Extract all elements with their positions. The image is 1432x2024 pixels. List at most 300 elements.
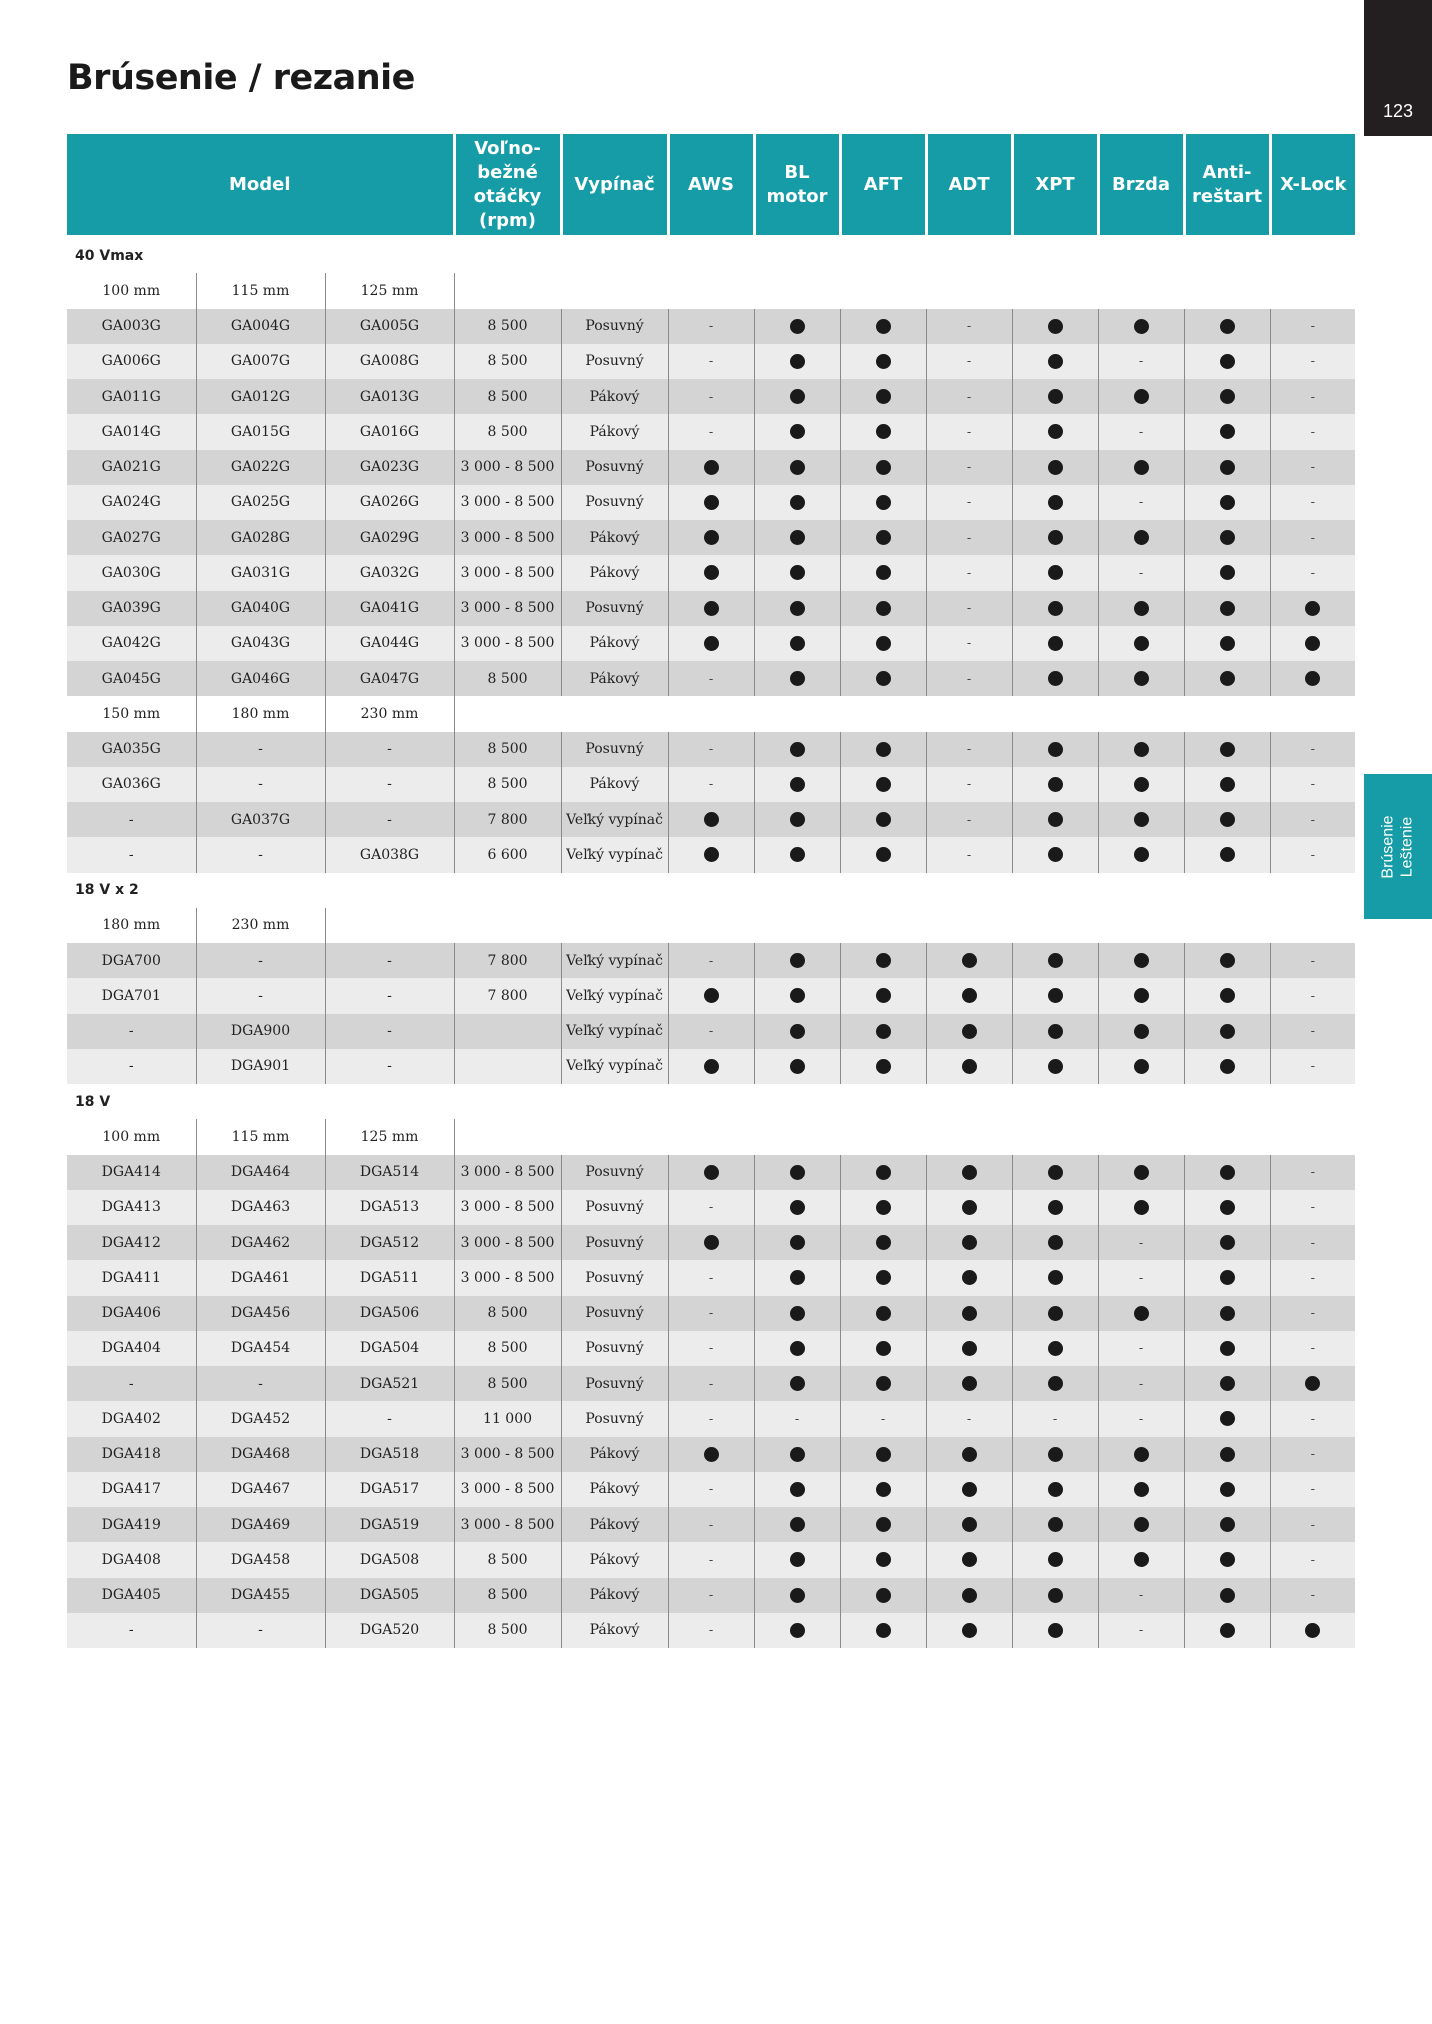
filled-dot-icon (1134, 636, 1149, 651)
table-row (67, 1049, 1355, 1084)
model-cell: DGA900 (196, 1014, 325, 1049)
dash-mark: - (1310, 1059, 1315, 1075)
size-label: 115 mm (196, 273, 325, 308)
header-xpt: XPT (1012, 134, 1098, 237)
filled-dot-icon (876, 354, 891, 369)
filled-dot-icon (876, 495, 891, 510)
model-cell: DGA458 (196, 1542, 325, 1577)
feature-cell (1270, 379, 1355, 414)
model-cell: GA005G (325, 309, 454, 344)
feature-cell (1098, 591, 1184, 626)
filled-dot-icon (1134, 1059, 1149, 1074)
filled-dot-icon (1048, 530, 1063, 545)
dash-mark: - (1138, 1623, 1144, 1639)
model-cell: DGA521 (325, 1366, 454, 1401)
feature-cell (1270, 344, 1355, 379)
feature-cell (1270, 626, 1355, 661)
model-cell: DGA467 (196, 1472, 325, 1507)
group-row (67, 1084, 1355, 1119)
model-cell: DGA418 (67, 1437, 196, 1472)
group-row (67, 237, 1355, 274)
dash-mark: - (708, 1623, 714, 1639)
feature-cell (1012, 485, 1098, 520)
filled-dot-icon (876, 601, 891, 616)
switch-cell: Posuvný (561, 485, 668, 520)
filled-dot-icon (790, 1200, 805, 1215)
feature-cell (668, 767, 754, 802)
filled-dot-icon (790, 1517, 805, 1532)
dash-mark: - (1310, 1411, 1315, 1427)
feature-cell (1012, 1366, 1098, 1401)
model-cell: DGA456 (196, 1296, 325, 1331)
switch-cell: Veľký vypínač (561, 1014, 668, 1049)
switch-cell: Posuvný (561, 1190, 668, 1225)
feature-cell (1098, 555, 1184, 590)
rpm-cell: 3 000 - 8 500 (454, 591, 561, 626)
filled-dot-icon (876, 1482, 891, 1497)
group-row (67, 873, 1355, 908)
feature-cell (754, 1401, 840, 1436)
feature-cell (1012, 1260, 1098, 1295)
filled-dot-icon (1220, 1235, 1235, 1250)
model-cell: GA031G (196, 555, 325, 590)
filled-dot-icon (876, 530, 891, 545)
feature-cell (1098, 1225, 1184, 1260)
filled-dot-icon (1048, 389, 1063, 404)
feature-cell (1098, 1049, 1184, 1084)
feature-cell (668, 1507, 754, 1542)
page-number-tab (1364, 0, 1432, 136)
rpm-cell: 8 500 (454, 344, 561, 379)
filled-dot-icon (876, 1588, 891, 1603)
filled-dot-icon (876, 389, 891, 404)
switch-cell: Pákový (561, 1507, 668, 1542)
switch-cell: Pákový (561, 626, 668, 661)
model-cell: DGA514 (325, 1155, 454, 1190)
filled-dot-icon (962, 1200, 977, 1215)
feature-cell (840, 555, 926, 590)
feature-cell (840, 1296, 926, 1331)
feature-cell (926, 1190, 1012, 1225)
filled-dot-icon (790, 1588, 805, 1603)
filled-dot-icon (790, 671, 805, 686)
feature-cell (1270, 1437, 1355, 1472)
rpm-cell: 8 500 (454, 309, 561, 344)
filled-dot-icon (876, 777, 891, 792)
feature-cell (1098, 978, 1184, 1013)
rpm-cell: 3 000 - 8 500 (454, 1225, 561, 1260)
filled-dot-icon (962, 1588, 977, 1603)
switch-cell: Posuvný (561, 591, 668, 626)
rpm-cell: 3 000 - 8 500 (454, 485, 561, 520)
feature-cell (926, 344, 1012, 379)
feature-cell (840, 1366, 926, 1401)
dash-mark: - (1138, 1341, 1144, 1357)
filled-dot-icon (1305, 671, 1320, 686)
rpm-cell: 3 000 - 8 500 (454, 1155, 561, 1190)
feature-cell (926, 1578, 1012, 1613)
feature-cell (1270, 485, 1355, 520)
model-cell: GA013G (325, 379, 454, 414)
feature-cell (754, 1296, 840, 1331)
feature-cell (926, 1472, 1012, 1507)
feature-cell (926, 767, 1012, 802)
switch-cell: Pákový (561, 767, 668, 802)
feature-cell (1184, 520, 1270, 555)
filled-dot-icon (790, 1235, 805, 1250)
feature-cell (926, 1542, 1012, 1577)
feature-cell (1098, 732, 1184, 767)
dash-mark: - (1052, 1411, 1058, 1427)
feature-cell (668, 1155, 754, 1190)
feature-cell (668, 1401, 754, 1436)
model-cell: GA015G (196, 414, 325, 449)
switch-cell: Posuvný (561, 1366, 668, 1401)
feature-cell (1270, 414, 1355, 449)
filled-dot-icon (1134, 1517, 1149, 1532)
header-aws: AWS (668, 134, 754, 237)
feature-cell (754, 1331, 840, 1366)
feature-cell (754, 1542, 840, 1577)
model-cell: GA012G (196, 379, 325, 414)
size-row-spacer (454, 273, 1355, 308)
feature-cell (1098, 767, 1184, 802)
switch-cell: Posuvný (561, 1331, 668, 1366)
filled-dot-icon (1220, 1270, 1235, 1285)
filled-dot-icon (876, 460, 891, 475)
rpm-cell: 7 800 (454, 978, 561, 1013)
switch-cell: Posuvný (561, 1225, 668, 1260)
model-cell: DGA413 (67, 1190, 196, 1225)
filled-dot-icon (1220, 1411, 1235, 1426)
feature-cell (1012, 1507, 1098, 1542)
dash-mark: - (708, 742, 714, 758)
size-label: 125 mm (325, 273, 454, 308)
model-cell: GA041G (325, 591, 454, 626)
feature-cell (754, 1225, 840, 1260)
dash-mark: - (708, 1482, 714, 1498)
dash-mark: - (1310, 389, 1315, 405)
filled-dot-icon (1048, 1341, 1063, 1356)
feature-cell (840, 661, 926, 696)
filled-dot-icon (876, 1552, 891, 1567)
model-cell: DGA406 (67, 1296, 196, 1331)
switch-cell: Veľký vypínač (561, 943, 668, 978)
filled-dot-icon (962, 1482, 977, 1497)
model-cell: DGA404 (67, 1331, 196, 1366)
rpm-cell: 8 500 (454, 1613, 561, 1648)
feature-cell (1012, 591, 1098, 626)
model-cell: GA008G (325, 344, 454, 379)
filled-dot-icon (876, 1235, 891, 1250)
model-cell: - (325, 1401, 454, 1436)
size-row (67, 908, 1355, 943)
group-label: 18 V x 2 (67, 873, 1355, 908)
feature-cell (668, 1331, 754, 1366)
feature-cell (840, 1613, 926, 1648)
feature-cell (1184, 1401, 1270, 1436)
filled-dot-icon (1134, 777, 1149, 792)
feature-cell (1270, 1542, 1355, 1577)
filled-dot-icon (1048, 1165, 1063, 1180)
filled-dot-icon (790, 1306, 805, 1321)
dash-mark: - (708, 424, 714, 440)
model-cell: DGA504 (325, 1331, 454, 1366)
feature-cell (1012, 450, 1098, 485)
filled-dot-icon (1048, 1306, 1063, 1321)
feature-cell (1012, 1542, 1098, 1577)
filled-dot-icon (1134, 1482, 1149, 1497)
feature-cell (754, 661, 840, 696)
feature-cell (926, 661, 1012, 696)
feature-cell (668, 1260, 754, 1295)
switch-cell: Pákový (561, 1472, 668, 1507)
filled-dot-icon (704, 988, 719, 1003)
rpm-cell: 8 500 (454, 1296, 561, 1331)
header-anti-line2: reštart (1192, 185, 1263, 207)
dash-mark: - (1310, 530, 1315, 546)
filled-dot-icon (1134, 530, 1149, 545)
model-cell: GA047G (325, 661, 454, 696)
feature-cell (1270, 1613, 1355, 1648)
feature-cell (1012, 414, 1098, 449)
filled-dot-icon (1048, 1376, 1063, 1391)
dash-mark: - (1138, 565, 1144, 581)
feature-cell (926, 837, 1012, 872)
feature-cell (1270, 767, 1355, 802)
filled-dot-icon (1220, 847, 1235, 862)
model-cell: - (67, 1049, 196, 1084)
section-side-tab[interactable] (1364, 774, 1432, 919)
filled-dot-icon (876, 671, 891, 686)
filled-dot-icon (1048, 742, 1063, 757)
feature-cell (668, 1366, 754, 1401)
feature-cell (754, 379, 840, 414)
page-title: Brúsenie / rezanie (67, 58, 415, 98)
switch-cell: Veľký vypínač (561, 837, 668, 872)
filled-dot-icon (876, 1376, 891, 1391)
dash-mark: - (708, 953, 714, 969)
model-cell: DGA462 (196, 1225, 325, 1260)
header-row (67, 134, 1355, 237)
model-cell: - (325, 1014, 454, 1049)
filled-dot-icon (1220, 953, 1235, 968)
feature-cell (1184, 591, 1270, 626)
dash-mark: - (1310, 1552, 1315, 1568)
feature-cell (840, 1507, 926, 1542)
size-row (67, 273, 1355, 308)
filled-dot-icon (1220, 1588, 1235, 1603)
feature-cell (840, 802, 926, 837)
filled-dot-icon (962, 1447, 977, 1462)
feature-cell (926, 379, 1012, 414)
size-label: 230 mm (325, 696, 454, 731)
feature-cell (926, 450, 1012, 485)
feature-cell (840, 732, 926, 767)
feature-cell (926, 520, 1012, 555)
table-row (67, 661, 1355, 696)
filled-dot-icon (790, 812, 805, 827)
feature-cell (1012, 978, 1098, 1013)
feature-cell (1098, 450, 1184, 485)
size-label: 180 mm (67, 908, 196, 943)
size-label: 100 mm (67, 1119, 196, 1154)
model-cell: GA022G (196, 450, 325, 485)
dash-mark: - (966, 319, 972, 335)
feature-cell (668, 1225, 754, 1260)
dash-mark: - (794, 1411, 800, 1427)
filled-dot-icon (790, 354, 805, 369)
filled-dot-icon (1048, 495, 1063, 510)
rpm-cell: 3 000 - 8 500 (454, 626, 561, 661)
filled-dot-icon (962, 953, 977, 968)
filled-dot-icon (790, 742, 805, 757)
model-cell: GA035G (67, 732, 196, 767)
feature-cell (926, 591, 1012, 626)
model-cell: GA032G (325, 555, 454, 590)
dash-mark: - (966, 460, 972, 476)
filled-dot-icon (962, 1165, 977, 1180)
dash-mark: - (708, 354, 714, 370)
feature-cell (840, 379, 926, 414)
filled-dot-icon (1220, 988, 1235, 1003)
switch-cell: Pákový (561, 555, 668, 590)
rpm-cell: 8 500 (454, 661, 561, 696)
filled-dot-icon (962, 1059, 977, 1074)
feature-cell (1184, 1155, 1270, 1190)
table-row (67, 1578, 1355, 1613)
feature-cell (926, 1049, 1012, 1084)
dash-mark: - (708, 1517, 714, 1533)
feature-cell (1184, 661, 1270, 696)
feature-cell (1012, 661, 1098, 696)
model-cell: GA030G (67, 555, 196, 590)
filled-dot-icon (704, 1165, 719, 1180)
dash-mark: - (966, 742, 972, 758)
group-label: 18 V (67, 1084, 1355, 1119)
switch-cell: Pákový (561, 1542, 668, 1577)
feature-cell (1012, 379, 1098, 414)
size-row-spacer (454, 908, 1355, 943)
dash-mark: - (1310, 1341, 1315, 1357)
filled-dot-icon (962, 988, 977, 1003)
size-row-spacer (454, 1119, 1355, 1154)
size-label: 150 mm (67, 696, 196, 731)
feature-cell (754, 978, 840, 1013)
filled-dot-icon (1048, 460, 1063, 475)
switch-cell: Pákový (561, 1437, 668, 1472)
feature-cell (1270, 1190, 1355, 1225)
dash-mark: - (966, 601, 972, 617)
model-cell: - (325, 943, 454, 978)
dash-mark: - (1138, 1411, 1144, 1427)
feature-cell (1270, 1014, 1355, 1049)
filled-dot-icon (1134, 1200, 1149, 1215)
model-cell: - (67, 1014, 196, 1049)
model-cell: - (325, 978, 454, 1013)
rpm-cell: 3 000 - 8 500 (454, 520, 561, 555)
header-brake: Brzda (1098, 134, 1184, 237)
filled-dot-icon (1048, 1447, 1063, 1462)
dash-mark: - (1310, 953, 1315, 969)
feature-cell (1270, 1366, 1355, 1401)
switch-cell: Pákový (561, 379, 668, 414)
table-row (67, 802, 1355, 837)
filled-dot-icon (876, 1024, 891, 1039)
feature-cell (926, 732, 1012, 767)
feature-cell (668, 1190, 754, 1225)
feature-cell (1012, 1155, 1098, 1190)
rpm-cell: 7 800 (454, 943, 561, 978)
model-cell: DGA517 (325, 1472, 454, 1507)
feature-cell (840, 344, 926, 379)
feature-cell (668, 591, 754, 626)
feature-cell (1184, 1542, 1270, 1577)
dash-mark: - (708, 1341, 714, 1357)
feature-cell (754, 767, 840, 802)
feature-cell (754, 837, 840, 872)
switch-cell: Pákový (561, 1613, 668, 1648)
rpm-cell: 7 800 (454, 802, 561, 837)
feature-cell (1184, 1049, 1270, 1084)
dash-mark: - (966, 424, 972, 440)
feature-cell (1184, 1014, 1270, 1049)
filled-dot-icon (1220, 1024, 1235, 1039)
filled-dot-icon (1305, 1376, 1320, 1391)
page-number: 123 (1382, 101, 1414, 121)
feature-cell (668, 485, 754, 520)
filled-dot-icon (704, 1059, 719, 1074)
filled-dot-icon (876, 1270, 891, 1285)
filled-dot-icon (1048, 1552, 1063, 1567)
filled-dot-icon (790, 601, 805, 616)
filled-dot-icon (1220, 742, 1235, 757)
dash-mark: - (1138, 354, 1144, 370)
filled-dot-icon (876, 1059, 891, 1074)
filled-dot-icon (790, 530, 805, 545)
model-cell: GA040G (196, 591, 325, 626)
feature-cell (926, 1507, 1012, 1542)
model-cell: - (67, 802, 196, 837)
feature-cell (1098, 1260, 1184, 1295)
feature-cell (926, 485, 1012, 520)
model-cell: GA024G (67, 485, 196, 520)
feature-cell (1270, 1049, 1355, 1084)
filled-dot-icon (876, 1623, 891, 1638)
filled-dot-icon (1134, 460, 1149, 475)
model-cell: DGA701 (67, 978, 196, 1013)
filled-dot-icon (876, 1517, 891, 1532)
header-speed (454, 134, 561, 237)
feature-cell (926, 1401, 1012, 1436)
spec-body (67, 237, 1355, 1649)
feature-cell (668, 661, 754, 696)
feature-cell (926, 1331, 1012, 1366)
filled-dot-icon (1220, 1376, 1235, 1391)
feature-cell (1098, 414, 1184, 449)
model-cell: - (196, 1366, 325, 1401)
dash-mark: - (708, 671, 714, 687)
dash-mark: - (1310, 988, 1315, 1004)
feature-cell (1184, 379, 1270, 414)
header-aft: AFT (840, 134, 926, 237)
model-cell: GA014G (67, 414, 196, 449)
side-tab-label-1: Brúsenie (1380, 814, 1397, 879)
feature-cell (1270, 450, 1355, 485)
dash-mark: - (1138, 1376, 1144, 1392)
dash-mark: - (1310, 1024, 1315, 1040)
table-row (67, 309, 1355, 344)
